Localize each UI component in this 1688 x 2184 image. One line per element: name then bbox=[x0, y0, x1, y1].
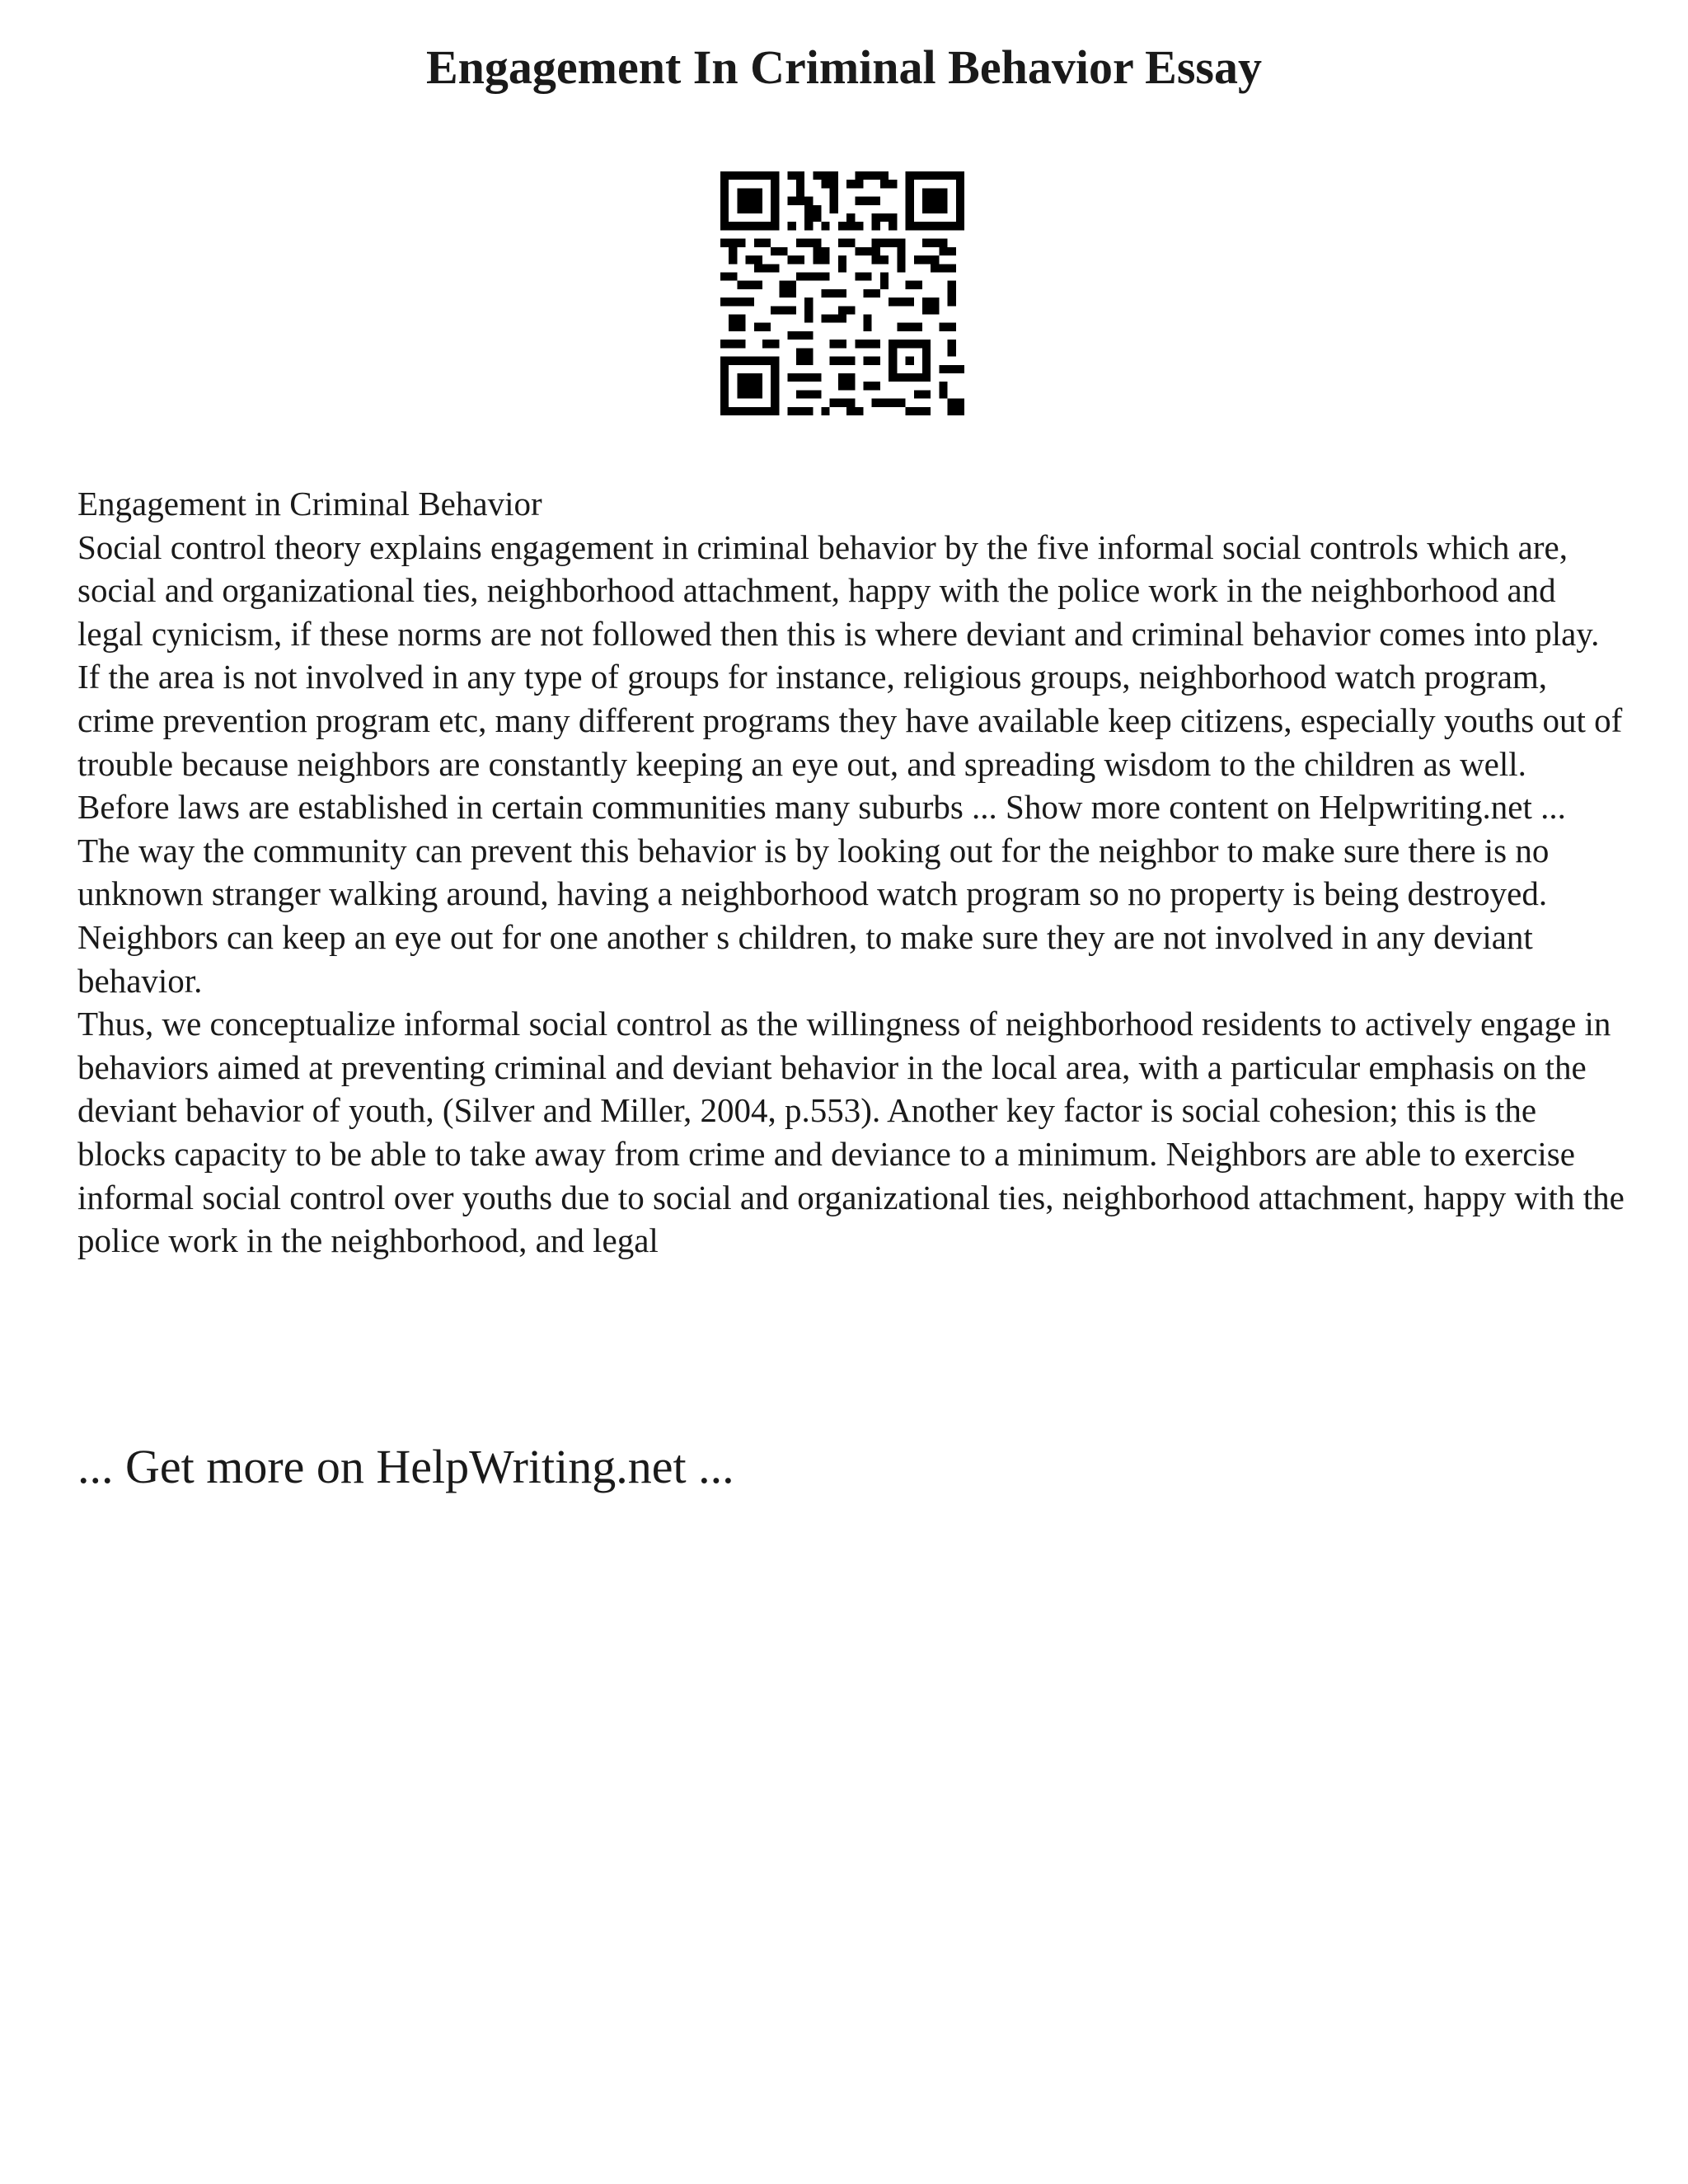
essay-paragraph: Thus, we conceptualize informal social control as the willingness of neighborhood residents to actively engage in behaviors aimed at preventing criminal and deviant behavior in the local area, with a particular emphasis on the deviant behavior of youth, (Silver and Miller, 2004, p.553). Another key factor is social cohesion; this is the blocks capacity to be able to take away from crime and deviance to a minimum. Neighbors are able to exercise informal social control over youths due to social and organizational ties, neighborhood attachment, happy with the police work in the neighborhood, and legal bbox=[77, 1005, 1625, 1260]
qr-code-icon[interactable] bbox=[720, 171, 964, 415]
page-title: Engagement In Criminal Behavior Essay bbox=[425, 40, 1262, 94]
essay-paragraph: Before laws are established in certain communities many suburbs ... Show more content on Helpwriting.net ... bbox=[77, 788, 1566, 827]
essay-body bbox=[77, 482, 1627, 1263]
essay-paragraph: Social control theory explains engagement in criminal behavior by the five informal social controls which are, social and organizational ties, neighborhood attachment, happy with the police work in the neighborhood and legal cynicism, if these norms are not followed then this is where deviant and criminal behavior comes into play. If the area is not involved in any type of groups for instance, religious groups, neighborhood watch program, crime prevention program etc, many different programs they have available keep citizens, especially youths out of trouble because neighbors are constantly keeping an eye out, and spreading wisdom to the children as well. bbox=[77, 527, 1623, 783]
essay-paragraph: The way the community can prevent this behavior is by looking out for the neighbor to make sure there is no unknown stranger walking around, having a neighborhood watch program so no property is being destroyed. Neighbors can keep an eye out for one another s children, to make sure they are not involved in any deviant behavior. bbox=[77, 831, 1550, 1000]
get-more-link[interactable]: ... Get more on HelpWriting.net ... bbox=[77, 1440, 734, 1493]
essay-heading: Engagement in Criminal Behavior bbox=[77, 485, 542, 523]
